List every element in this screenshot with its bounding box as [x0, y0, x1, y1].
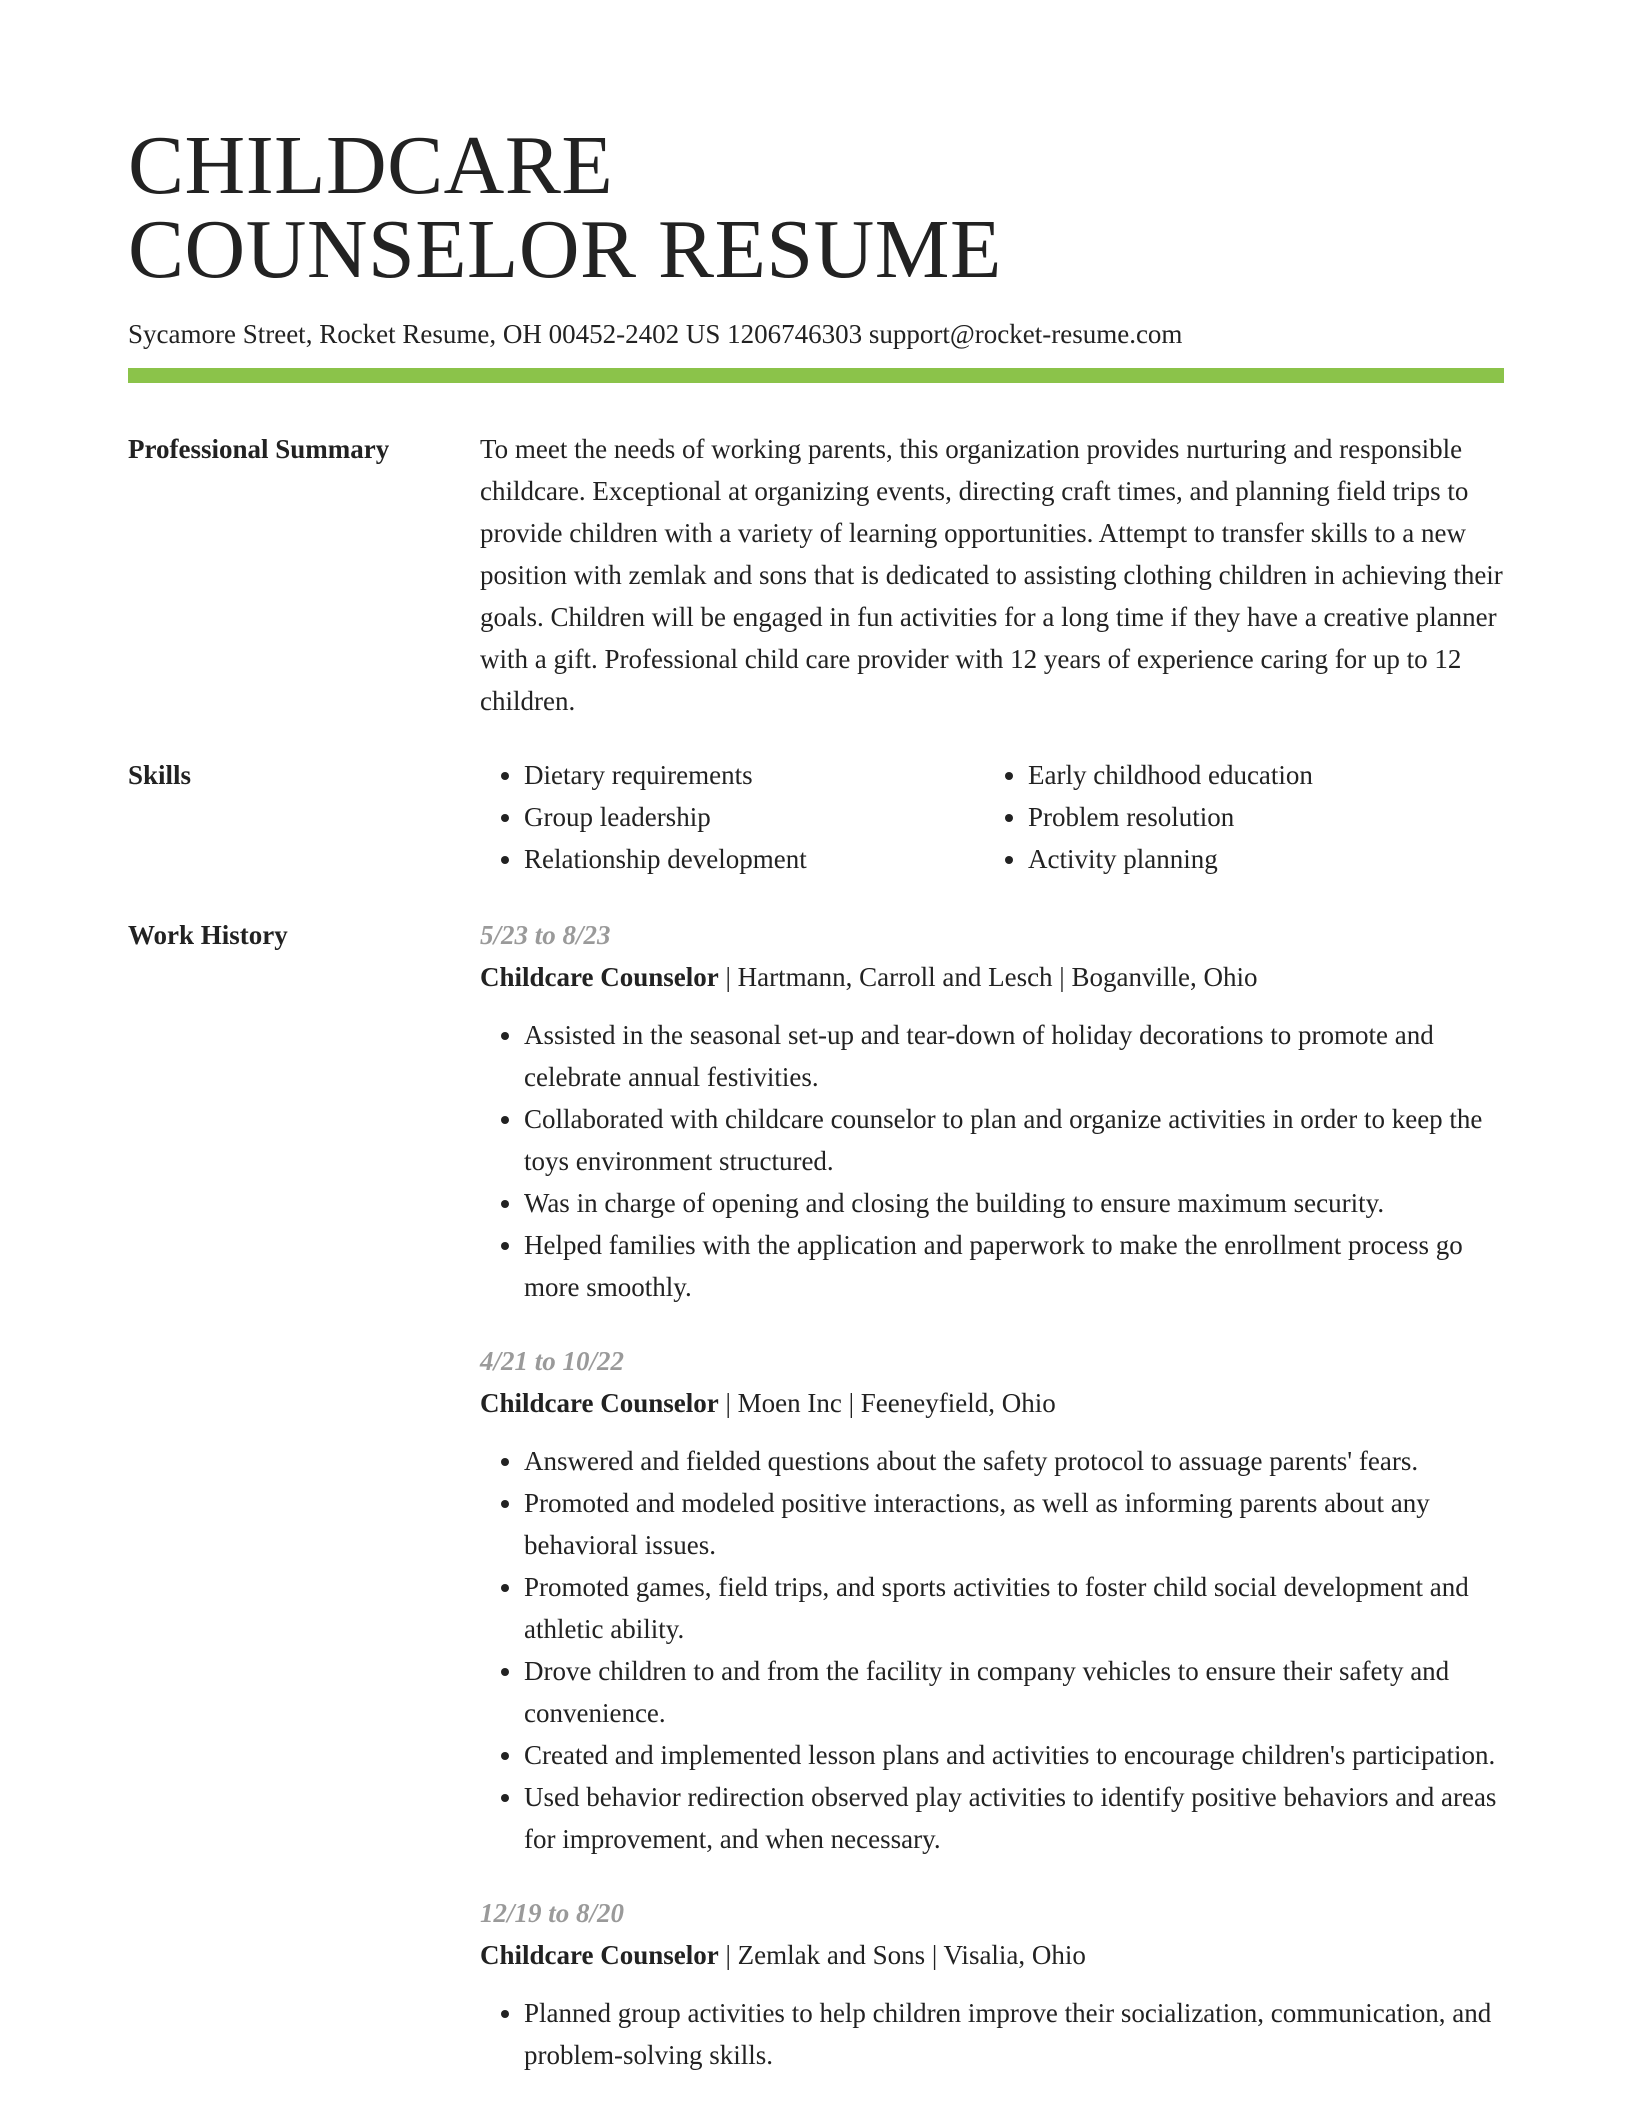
- job-entry: [480, 914, 1504, 1308]
- job-employer-location: | Moen Inc | Feeneyfield, Ohio: [718, 1388, 1056, 1418]
- job-bullet: • Was in charge of opening and closing the building to ensure maximum security.: [524, 1182, 1504, 1224]
- contact-line: Sycamore Street, Rocket Resume, OH 00452-2402 US 1206746303 support@rocket-resume.com: [128, 319, 1183, 349]
- resume-title: [128, 0, 1504, 296]
- job-bullet: • Promoted and modeled positive interactions, as well as informing parents about any behavioral issues.: [524, 1482, 1504, 1566]
- skill-item: • Early childhood education: [1028, 754, 1504, 796]
- job-title: Childcare Counselor: [480, 1940, 719, 1970]
- summary-text: To meet the needs of working parents, this organization provides nurturing and responsible childcare. Exceptional at organizing events, directing craft times, and planning field trips to provide children with a variety of learning opportunities. Attempt to transfer skills to a new position with zemlak and sons that is dedicated to assisting clothing children in achieving their goals. Children will be engaged in fun activities for a long time if they have a creative planner with a gift. Professional child care provider with 12 years of experience caring for up to 12 children.: [480, 434, 1503, 716]
- title-line-2: COUNSELOR RESUME: [128, 203, 1002, 296]
- job-bullet: • Assisted in the seasonal set-up and tear-down of holiday decorations to promote and celebrate annual festivities.: [524, 1014, 1504, 1098]
- job-employer-location: | Zemlak and Sons | Visalia, Ohio: [718, 1940, 1086, 1970]
- skill-item: • Group leadership: [524, 796, 984, 838]
- skills-section: [128, 754, 1504, 880]
- job-bullet: • Helped families with the application and paperwork to make the enrollment process go more smoothly.: [524, 1224, 1504, 1308]
- section-label-skills: Skills: [128, 760, 192, 790]
- skill-item: • Dietary requirements: [524, 754, 984, 796]
- skill-item: • Activity planning: [1028, 838, 1504, 880]
- job-bullet: • Used behavior redirection observed play activities to identify positive behaviors and areas for improvement, and when necessary.: [524, 1776, 1504, 1860]
- job-title: Childcare Counselor: [480, 1388, 719, 1418]
- job-bullet: • Answered and fielded questions about the safety protocol to assuage parents' fears.: [524, 1440, 1504, 1482]
- job-bullets: [480, 1014, 1504, 1308]
- job-bullet: • Promoted games, field trips, and sports activities to foster child social development and athletic ability.: [524, 1566, 1504, 1650]
- job-dates: 12/19 to 8/20: [480, 1898, 625, 1928]
- job-bullets: [480, 1992, 1504, 2076]
- job-employer-location: | Hartmann, Carroll and Lesch | Boganville, Ohio: [718, 962, 1258, 992]
- section-label-summary: Professional Summary: [128, 434, 390, 464]
- section-label-work-history: Work History: [128, 920, 288, 950]
- job-dates: 5/23 to 8/23: [480, 920, 611, 950]
- job-bullet: • Drove children to and from the facility in company vehicles to ensure their safety and convenience.: [524, 1650, 1504, 1734]
- job-bullet: • Planned group activities to help children improve their socialization, communication, and problem-solving skills.: [524, 1992, 1504, 2076]
- accent-divider: [128, 368, 1504, 383]
- job-bullet: • Created and implemented lesson plans and activities to encourage children's participation.: [524, 1734, 1504, 1776]
- job-heading: [480, 1934, 1504, 1976]
- job-title: Childcare Counselor: [480, 962, 719, 992]
- skill-item: • Relationship development: [524, 838, 984, 880]
- skill-item: • Problem resolution: [1028, 796, 1504, 838]
- job-heading: [480, 956, 1504, 998]
- job-entry: [480, 1340, 1504, 1860]
- professional-summary-section: [128, 428, 1504, 722]
- skills-list-left: [480, 754, 984, 880]
- job-bullets: [480, 1440, 1504, 1860]
- skills-list-right: [984, 754, 1504, 880]
- job-entry: [480, 1892, 1504, 2076]
- job-dates: 4/21 to 10/22: [480, 1346, 625, 1376]
- work-history-section: [128, 914, 1504, 2108]
- job-heading: [480, 1382, 1504, 1424]
- title-line-1: CHILDCARE: [128, 119, 614, 212]
- job-bullet: • Collaborated with childcare counselor to plan and organize activities in order to keep the toys environment structured.: [524, 1098, 1504, 1182]
- resume-page: [128, 0, 1504, 2108]
